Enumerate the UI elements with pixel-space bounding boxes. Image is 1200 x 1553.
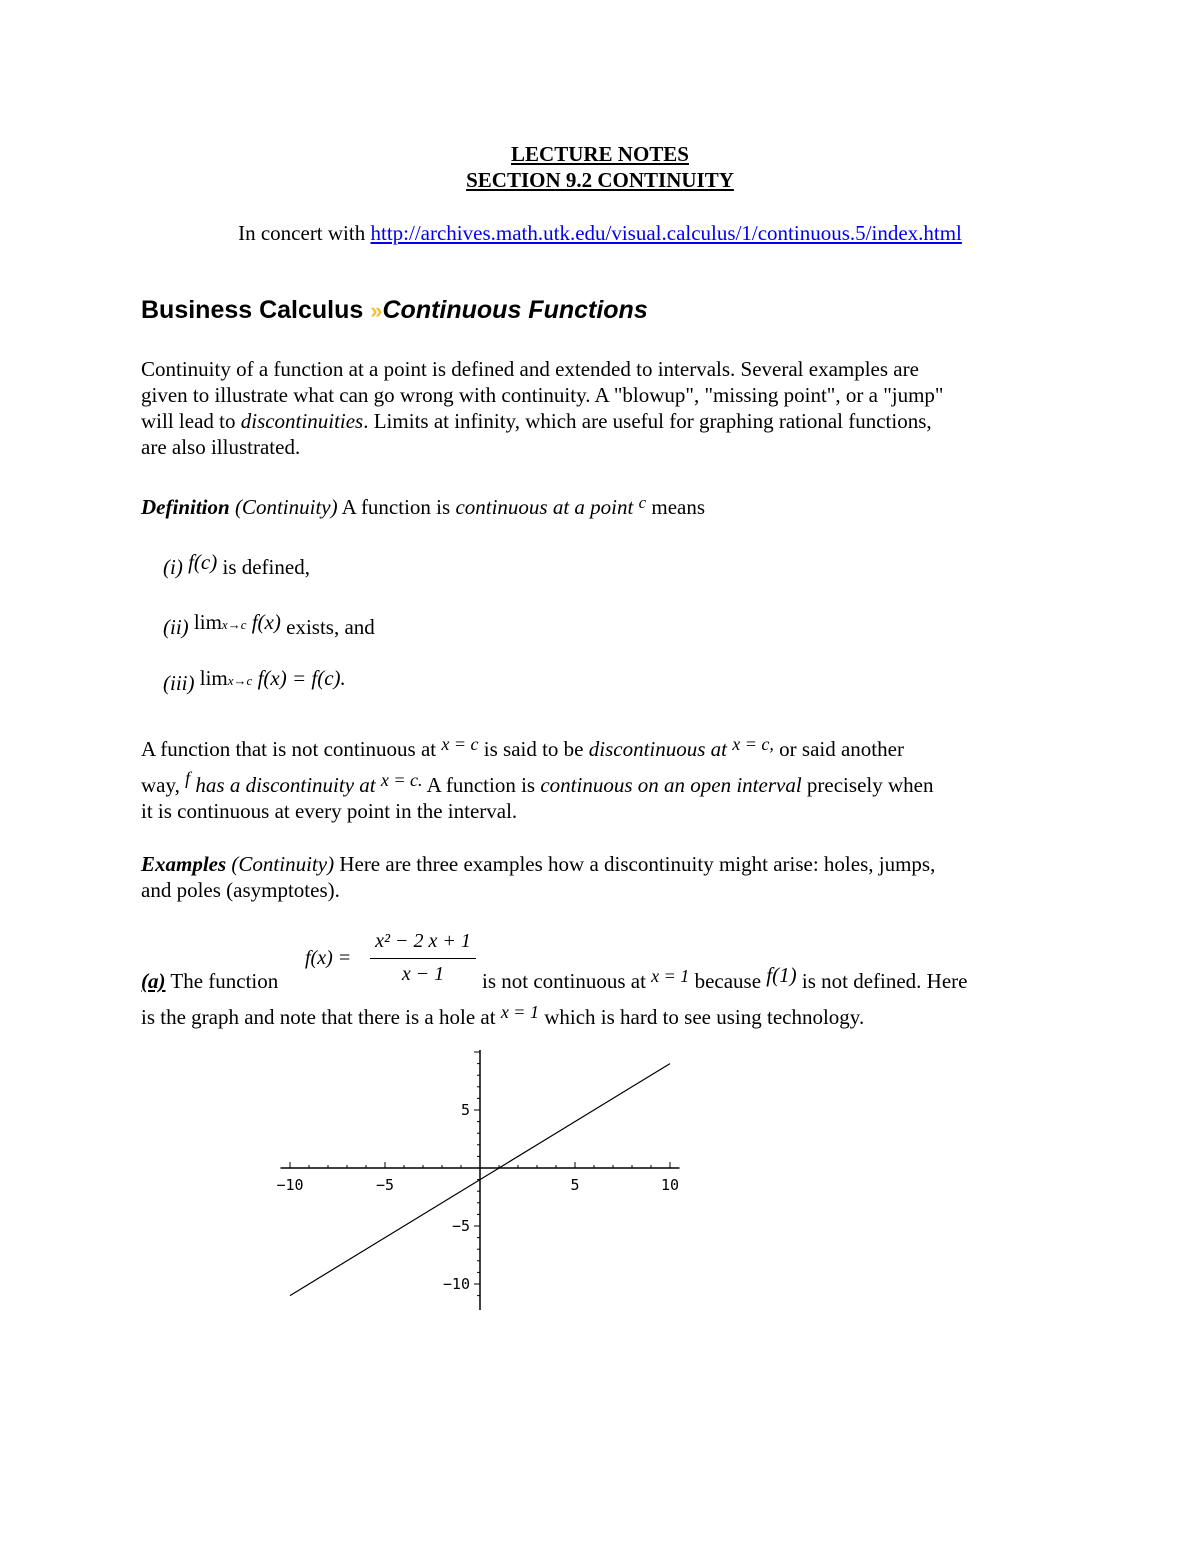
disc-text-d: or said another [773, 737, 904, 761]
condition-ii-math: f(x) [251, 610, 281, 634]
condition-i-label: (i) [163, 555, 183, 579]
disc2-text-a: way, [141, 773, 186, 797]
example-a-denominator: x − 1 [401, 963, 445, 985]
example-a-m1: x = 1 [651, 966, 690, 986]
example-a-t4: is not defined. Here [796, 969, 968, 993]
condition-iii-label: (iii) [163, 671, 195, 695]
example-a-fx: f(x) = [305, 947, 352, 969]
condition-ii [163, 610, 375, 643]
disc2-text-e: precisely when [801, 773, 934, 797]
example-a-m2: f(1) [766, 963, 797, 987]
intro-discontinuities: discontinuities [240, 409, 364, 433]
heading-right: Continuous Functions [382, 296, 648, 324]
intro-text: will lead to [141, 409, 241, 433]
x-tick-label: −5 [375, 1176, 395, 1194]
intro-line-1: Continuity of a function at a point is defined and extended to intervals. Several examples are [141, 357, 919, 381]
examples-label: Examples [141, 852, 227, 876]
condition-iii-lim: lim [199, 666, 228, 690]
y-tick-label: −5 [451, 1217, 470, 1235]
disc2-math-2: x = c. [380, 770, 423, 790]
definition-means: means [646, 495, 706, 519]
condition-i-text: is defined, [217, 555, 310, 579]
disc2-text-d: continuous on an open interval [540, 773, 802, 797]
disc-text-c: discontinuous at [588, 737, 733, 761]
fraction-bar [370, 958, 476, 959]
definition-text: A function is [337, 495, 456, 519]
disc-math-2: x = c, [732, 734, 774, 754]
concert-prefix: In concert with [238, 221, 371, 245]
example-a-l2b: which is hard to see using technology. [538, 1005, 865, 1029]
example-a-line-1 [141, 968, 278, 994]
condition-i-math: f(c) [188, 550, 218, 574]
example-a-t3: because [689, 969, 767, 993]
examples-line-1 [141, 851, 935, 877]
heading-left: Business Calculus [141, 296, 371, 324]
example-a-line-1b [482, 963, 968, 995]
condition-ii-lim: lim [193, 610, 222, 634]
double-chevron-icon: » [370, 298, 383, 323]
x-tick-label: 10 [660, 1176, 680, 1194]
disc2-text-b: has a discontinuity at [190, 773, 381, 797]
section-heading [141, 296, 648, 325]
example-a-t1: The function [165, 969, 279, 993]
title-lecture-notes: LECTURE NOTES [511, 142, 689, 166]
x-tick-label: 5 [570, 1176, 580, 1194]
intro-text-rest: . Limits at infinity, which are useful for graphing rational functions, [363, 409, 932, 433]
definition-continuous: continuous at a point [455, 495, 639, 519]
condition-i [163, 550, 310, 580]
y-tick-label: −10 [442, 1275, 470, 1293]
disc-text-a: A function that is not continuous at [141, 737, 442, 761]
condition-ii-label: (ii) [163, 615, 189, 639]
definition-paren: (Continuity) [229, 495, 338, 519]
examples-paren: (Continuity) [226, 852, 335, 876]
y-tick-label: 5 [460, 1101, 470, 1119]
example-a-numerator: x² − 2 x + 1 [375, 930, 471, 952]
definition-label: Definition [141, 495, 230, 519]
definition-c: c [638, 493, 647, 512]
definition-line [141, 494, 705, 522]
condition-iii-sub: x→c [227, 673, 253, 688]
x-tick-label: −10 [276, 1176, 304, 1194]
condition-iii [163, 666, 346, 699]
condition-iii-math: f(x) = f(c). [257, 666, 346, 690]
concert-line [0, 220, 1200, 246]
condition-ii-sub: x→c [221, 617, 247, 632]
example-a-t2: is not continuous at [482, 969, 652, 993]
disc2-math-f: f [185, 768, 191, 788]
examples-text: Here are three examples how a discontinuity might arise: holes, jumps, [334, 852, 936, 876]
intro-line-2: given to illustrate what can go wrong with continuity. A "blowup", "missing point", or a "jump" [141, 383, 944, 407]
title-section: SECTION 9.2 CONTINUITY [466, 168, 734, 192]
discontinuous-line-1 [141, 736, 904, 763]
condition-ii-text: exists, and [280, 615, 375, 639]
example-a-line-2 [141, 1004, 864, 1031]
disc-text-b: is said to be [478, 737, 589, 761]
concert-link[interactable]: http://archives.math.utk.edu/visual.calculus/1/continuous.5/index.html [370, 221, 962, 245]
intro-line-4: are also illustrated. [141, 435, 301, 459]
function-plot [260, 1050, 700, 1310]
example-a-label: (a) [141, 969, 166, 993]
intro-line-3 [141, 408, 932, 434]
discontinuous-line-3: it is continuous at every point in the interval. [141, 799, 518, 823]
disc2-text-c: A function is [422, 773, 541, 797]
example-a-l2m: x = 1 [500, 1002, 539, 1022]
example-a-l2a: is the graph and note that there is a hole at [141, 1005, 501, 1029]
disc-math-1: x = c [441, 734, 479, 754]
examples-line-2: and poles (asymptotes). [141, 878, 340, 902]
discontinuous-line-2 [141, 768, 934, 799]
